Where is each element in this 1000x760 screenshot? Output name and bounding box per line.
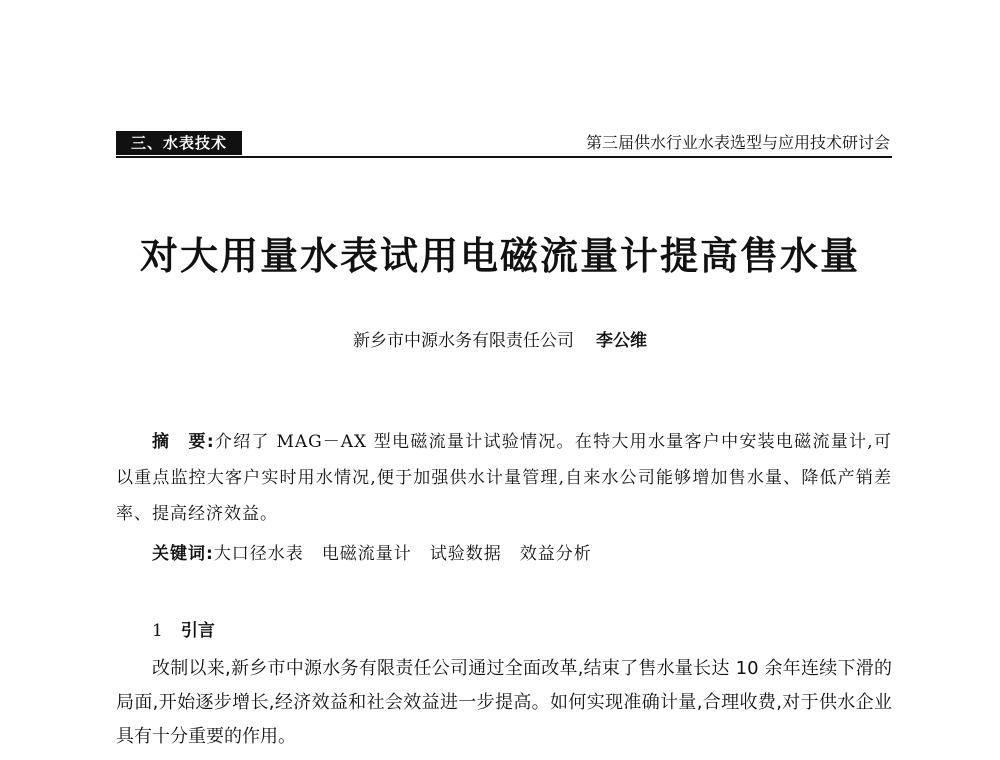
section-heading bbox=[152, 617, 215, 645]
byline bbox=[0, 327, 1000, 355]
keywords bbox=[152, 539, 610, 569]
section-number: 1 bbox=[152, 621, 163, 641]
body-paragraph: 改制以来,新乡市中源水务有限责任公司通过全面改革,结束了售水量长达 10 余年连续下滑的局面,开始逐步增长,经济效益和社会效益进一步提高。如何实现准确计量,合理收费,对于供水企业具有十分重要的作用。 bbox=[116, 658, 892, 747]
keyword: 大口径水表 bbox=[213, 544, 304, 564]
keyword: 效益分析 bbox=[519, 544, 592, 564]
header-rule bbox=[116, 156, 892, 158]
keyword: 电磁流量计 bbox=[321, 544, 412, 564]
abstract-label: 摘 要: bbox=[152, 432, 215, 452]
section-tag: 三、水表技术 bbox=[116, 131, 242, 155]
paper-title: 对大用量水表试用电磁流量计提高售水量 bbox=[139, 234, 860, 278]
conference-title: 第三届供水行业水表选型与应用技术研讨会 bbox=[585, 133, 890, 152]
affiliation: 新乡市中源水务有限责任公司 bbox=[353, 331, 574, 351]
author: 李公维 bbox=[596, 331, 647, 351]
abstract bbox=[116, 424, 892, 532]
abstract-text: 介绍了 MAG－AX 型电磁流量计试验情况。在特大用水量客户中安装电磁流量计,可以重点监控大客户实时用水情况,便于加强供水计量管理,自来水公司能够增加售水量、降低产销差率、提高经济效益。 bbox=[116, 432, 892, 524]
section-title: 引言 bbox=[180, 621, 215, 641]
keywords-label: 关键词: bbox=[152, 544, 214, 564]
keyword: 试验数据 bbox=[429, 544, 502, 564]
